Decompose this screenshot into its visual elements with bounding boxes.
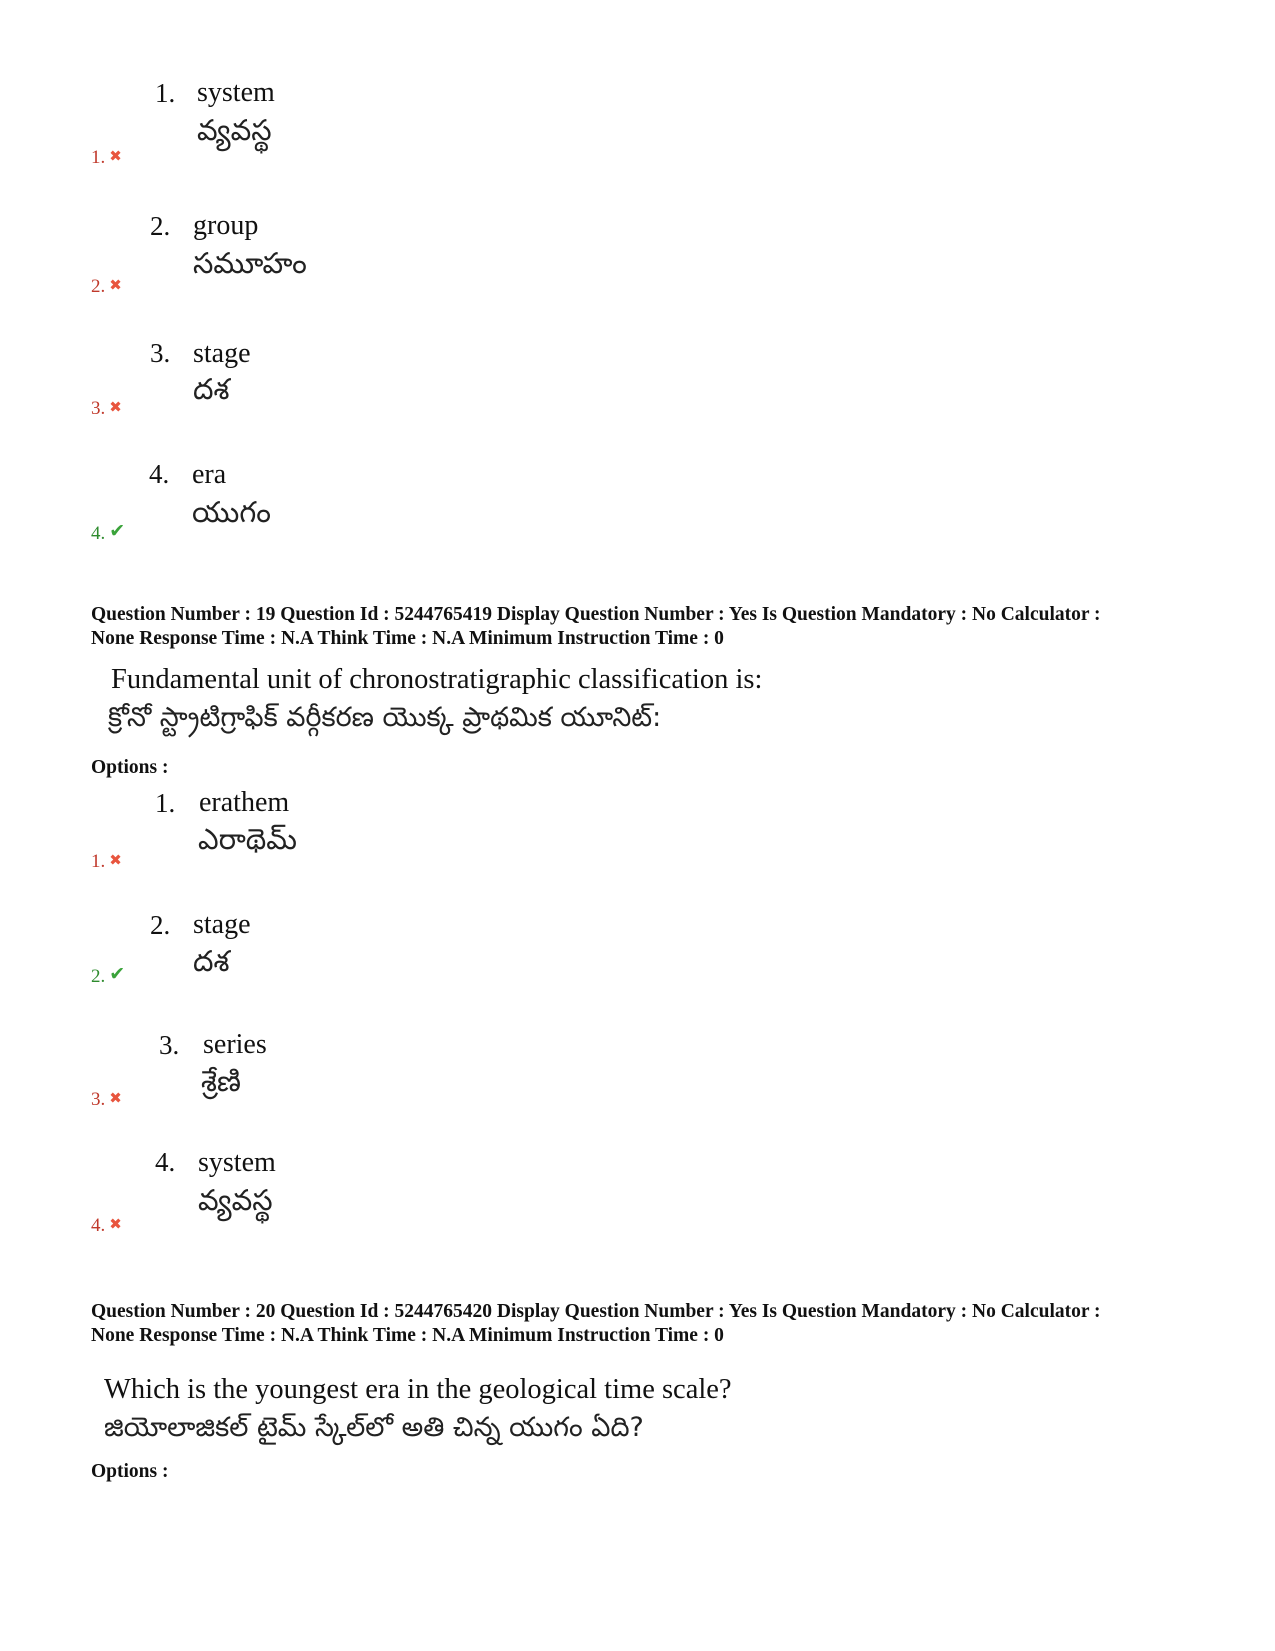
option-marker: 3. ✖ [91, 398, 122, 419]
question-meta-line-1: Question Number : 19 Question Id : 5244765419 Display Question Number : Yes Is Question Mandatory : No Calculator : [91, 604, 1101, 625]
q19-option-2 [0, 907, 700, 1017]
option-number: 3. [159, 1030, 180, 1060]
option-text-en: stage [193, 909, 251, 940]
question-meta [91, 1300, 1201, 1348]
option-text-te: దశ [193, 372, 230, 406]
q19-option-4 [0, 1145, 700, 1255]
option-marker: 4. ✖ [91, 1215, 122, 1236]
cross-icon: ✖ [109, 1091, 122, 1107]
option-number: 1. [155, 78, 176, 108]
question-text-en: Which is the youngest era in the geological time scale? [104, 1374, 732, 1405]
check-icon: ✔ [109, 521, 126, 542]
option-number: 2. [150, 910, 171, 940]
question-meta-line-2: None Response Time : N.A Think Time : N.A Minimum Instruction Time : 0 [91, 1325, 724, 1346]
option-text-en: era [192, 459, 227, 490]
cross-icon: ✖ [109, 853, 122, 869]
cross-icon: ✖ [109, 149, 122, 165]
option-number: 4. [149, 459, 170, 489]
option-marker: 4. ✔ [91, 521, 126, 544]
option-marker: 2. ✖ [91, 276, 122, 297]
prev-option-3 [0, 335, 700, 445]
option-text-te: వ్యవస్థ [197, 113, 272, 147]
option-number: 4. [155, 1147, 176, 1177]
option-text-en: system [197, 77, 275, 108]
option-text-en: erathem [199, 787, 290, 818]
q19-option-3 [0, 1027, 700, 1137]
prev-option-1 [0, 75, 700, 185]
option-number: 1. [155, 788, 176, 818]
option-number: 3. [150, 338, 171, 368]
question-meta-line-1: Question Number : 20 Question Id : 5244765420 Display Question Number : Yes Is Question Mandatory : No Calculator : [91, 1301, 1101, 1322]
option-marker: 2. ✔ [91, 964, 126, 987]
option-marker: 1. ✖ [91, 851, 122, 872]
cross-icon: ✖ [109, 400, 122, 416]
cross-icon: ✖ [109, 1217, 122, 1233]
option-text-te: శ్రేణి [201, 1064, 241, 1098]
check-icon: ✔ [109, 964, 126, 985]
option-text-en: series [203, 1029, 267, 1060]
question-text-en: Fundamental unit of chronostratigraphic classification is: [111, 664, 763, 695]
cross-icon: ✖ [109, 278, 122, 294]
question-text-te: జియోలాజికల్ టైమ్ స్కేల్‌లో అతి చిన్న యుగం ఏది? [104, 1412, 644, 1443]
option-text-en: stage [193, 338, 251, 369]
prev-option-4 [0, 457, 700, 567]
options-label: Options : [91, 757, 169, 778]
q19-option-1 [0, 785, 700, 895]
option-text-te: ఎరాథెమ్ [198, 822, 297, 856]
prev-option-2 [0, 208, 700, 318]
option-number: 2. [150, 211, 171, 241]
options-label: Options : [91, 1461, 169, 1482]
option-text-te: యుగం [192, 495, 271, 529]
option-text-en: system [198, 1147, 276, 1178]
question-text-te: క్రోనో స్ట్రాటిగ్రాఫిక్ వర్గీకరణ యొక్క ప్రాథమిక యూనిట్: [108, 702, 662, 733]
option-text-te: వ్యవస్థ [198, 1183, 273, 1217]
question-meta [91, 603, 1201, 651]
option-text-te: దశ [193, 944, 230, 978]
option-text-te: సమూహం [193, 246, 307, 280]
option-text-en: group [193, 210, 259, 241]
option-marker: 3. ✖ [91, 1089, 122, 1110]
question-meta-line-2: None Response Time : N.A Think Time : N.A Minimum Instruction Time : 0 [91, 628, 724, 649]
option-marker: 1. ✖ [91, 147, 122, 168]
